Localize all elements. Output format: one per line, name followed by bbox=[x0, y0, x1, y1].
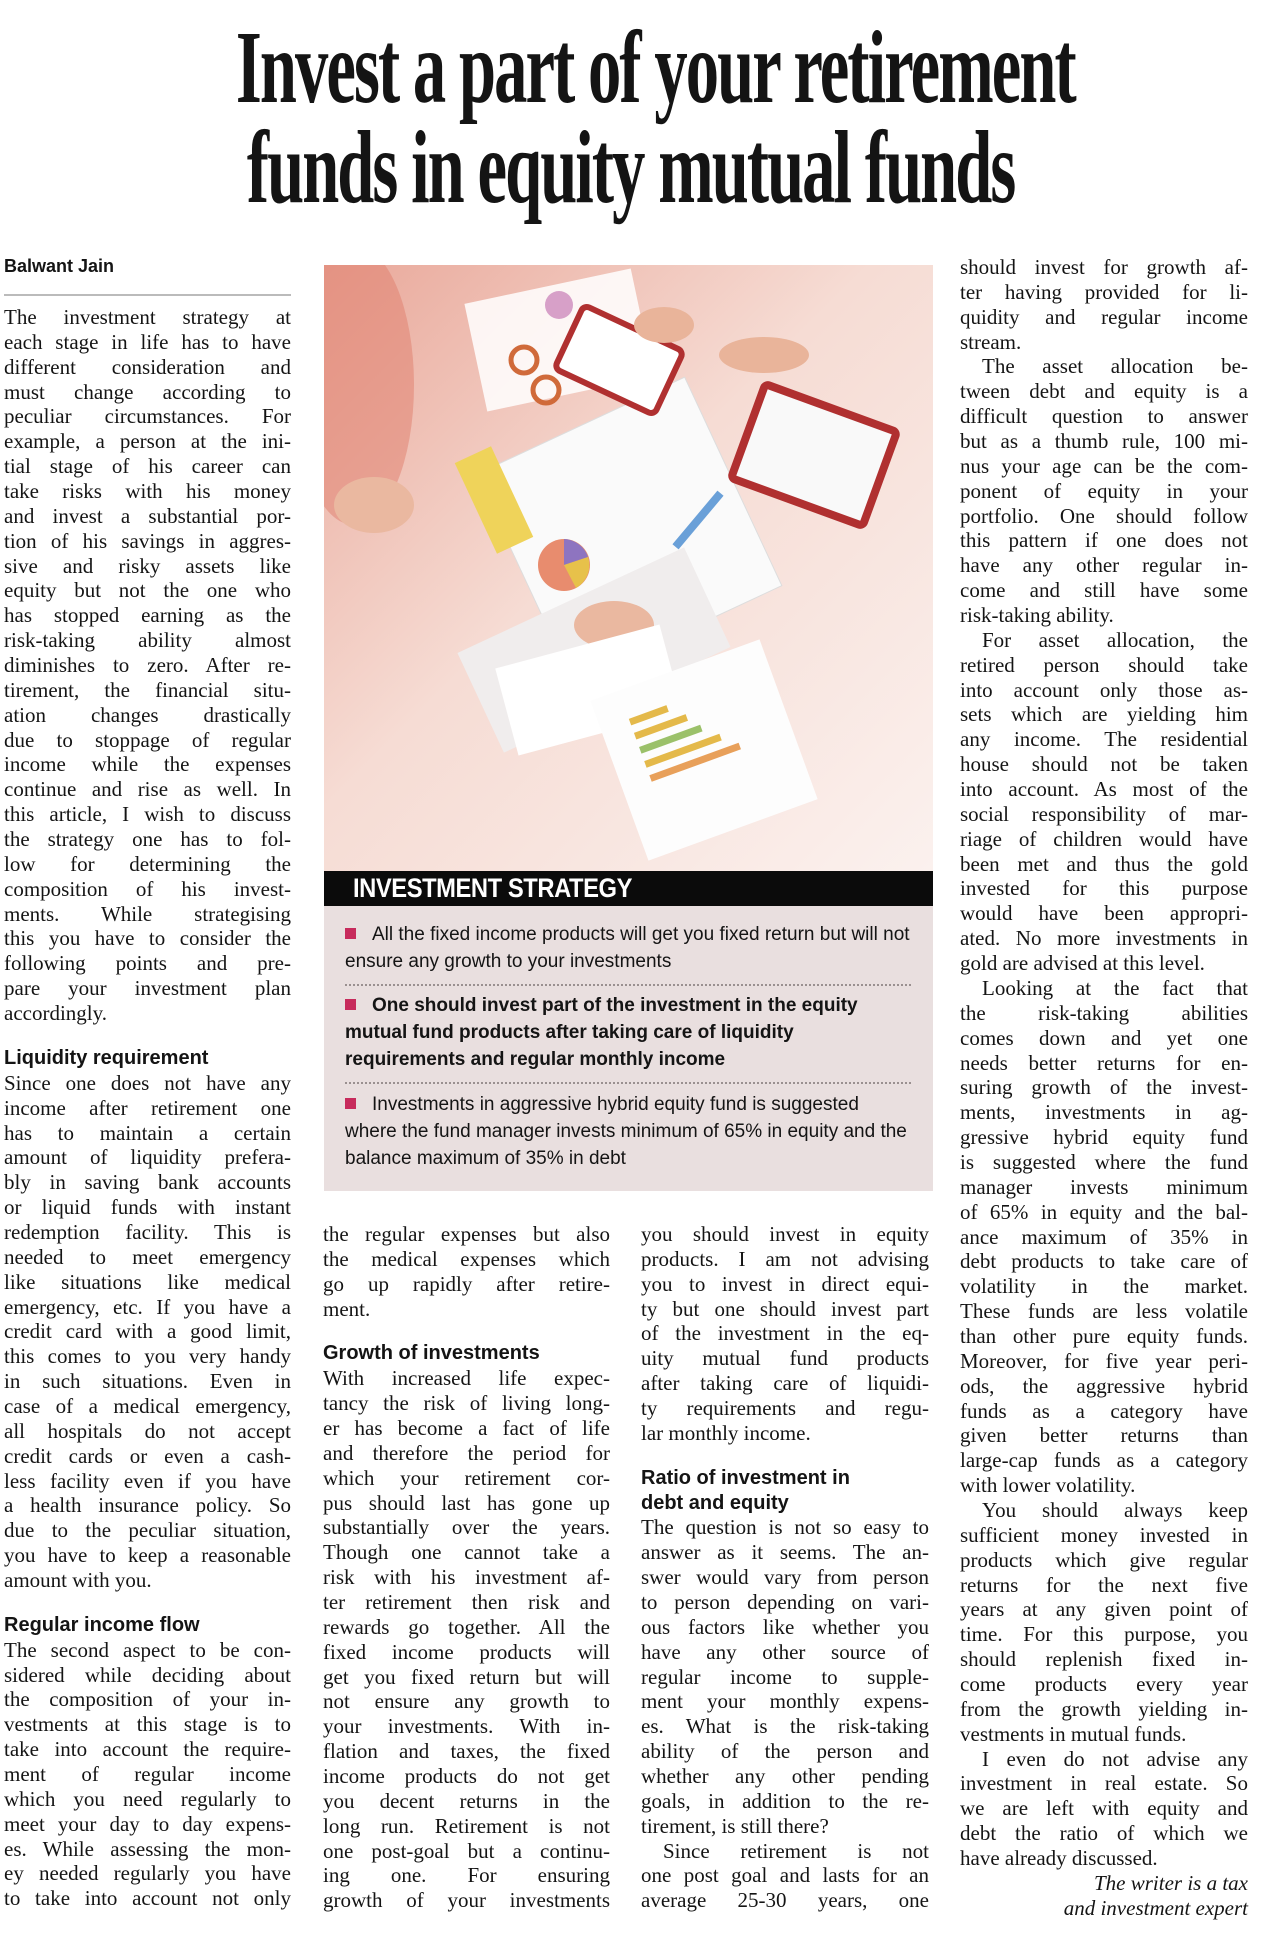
paragraph-line: You should always keep bbox=[982, 1497, 1248, 1522]
paragraph-line: These funds are less volatile bbox=[960, 1299, 1248, 1324]
paragraph-line: stream. bbox=[960, 329, 1022, 354]
paragraph-line: lar monthly income. bbox=[641, 1420, 811, 1445]
article-column-4 bbox=[960, 255, 1248, 1921]
paragraph-line: of 65% in equity and the bal- bbox=[960, 1199, 1248, 1224]
paragraph-line: quidity and regular income bbox=[960, 304, 1248, 329]
paragraph-line: rewards go together. All the bbox=[323, 1614, 610, 1639]
paragraph-line: your investments. With in- bbox=[323, 1714, 610, 1739]
sidebar-box-title: INVESTMENT STRATEGY bbox=[353, 873, 632, 903]
paragraph-line: redemption facility. This is bbox=[4, 1219, 291, 1244]
paragraph-line: sidered while deciding about bbox=[4, 1662, 291, 1687]
paragraph-line: the regular expenses but also bbox=[323, 1222, 610, 1246]
paragraph-line: growth of your investments bbox=[323, 1888, 610, 1913]
paragraph-line: The question is not so easy to bbox=[641, 1515, 929, 1540]
paragraph-line: come products every year bbox=[960, 1671, 1248, 1696]
paragraph-line: the medical expenses which bbox=[323, 1246, 610, 1271]
paragraph-line: example, a person at the ini- bbox=[4, 429, 291, 454]
paragraph-line: ous factors like whether you bbox=[641, 1614, 929, 1639]
paragraph-line: income after retirement one bbox=[4, 1095, 291, 1120]
article-column-2 bbox=[323, 1222, 610, 1913]
paragraph-line: one post goal and lasts for an bbox=[641, 1863, 929, 1888]
byline-divider bbox=[4, 294, 291, 296]
paragraph-line: have any other regular in- bbox=[960, 553, 1248, 578]
paragraph-line: tirement, is still there? bbox=[641, 1813, 829, 1838]
paragraph-line: Moreover, for five year peri- bbox=[960, 1348, 1248, 1373]
paragraph-line: risk-taking ability. bbox=[960, 603, 1114, 628]
bullet-square-icon bbox=[345, 928, 356, 939]
paragraph-line: income while the expenses bbox=[4, 752, 291, 777]
paragraph-line: the risk-taking abilities bbox=[960, 1000, 1248, 1025]
paragraph-line: flation and taxes, the fixed bbox=[323, 1739, 610, 1764]
paragraph-line: peculiar circumstances. For bbox=[4, 404, 291, 429]
paragraph-line: Though one cannot take a bbox=[323, 1540, 610, 1565]
paragraph-line: ty requirements and regu- bbox=[641, 1396, 929, 1421]
paragraph-line: substantially over the years. bbox=[323, 1515, 610, 1540]
paragraph-line: not ensure any growth to bbox=[323, 1689, 610, 1714]
paragraph-line: credit card with a good limit, bbox=[4, 1319, 291, 1344]
paragraph-line: take into account the require- bbox=[4, 1737, 291, 1762]
paragraph-line: a health insurance policy. So bbox=[4, 1493, 291, 1518]
bullet-square-icon bbox=[345, 999, 356, 1010]
paragraph-line: ments. While strategising bbox=[4, 901, 291, 926]
paragraph-line: ation changes drastically bbox=[4, 702, 291, 727]
paragraph-line: all hospitals do not accept bbox=[4, 1418, 291, 1443]
paragraph-line: have already discussed. bbox=[960, 1846, 1158, 1870]
section-heading: Growth of investments bbox=[323, 1342, 540, 1365]
paragraph-line: less facility even if you have bbox=[4, 1468, 291, 1493]
paragraph-line: products. I am not advising bbox=[641, 1246, 929, 1271]
paragraph-line: years at any given point of bbox=[960, 1597, 1248, 1622]
paragraph-line: For asset allocation, the bbox=[982, 627, 1248, 652]
paragraph-line: has stopped earning as the bbox=[4, 603, 291, 628]
paragraph-line: ods, the aggressive hybrid bbox=[960, 1373, 1248, 1398]
paragraph-line: due to stoppage of regular bbox=[4, 727, 291, 752]
article-column-3 bbox=[641, 1222, 929, 1913]
paragraph-line: tween debt and equity is a bbox=[960, 379, 1248, 404]
bullet-square-icon bbox=[345, 1098, 356, 1109]
paragraph-line: suring growth of the invest- bbox=[960, 1075, 1248, 1100]
paragraph-line: into account only those as- bbox=[960, 677, 1248, 702]
paragraph-line: comes down and yet one bbox=[960, 1025, 1248, 1050]
article-column-1 bbox=[4, 305, 291, 1911]
paragraph-line: tirement, the financial situ- bbox=[4, 677, 291, 702]
paragraph-line: is suggested where the fund bbox=[960, 1149, 1248, 1174]
paragraph-line: whether any other pending bbox=[641, 1764, 929, 1789]
paragraph-line: goals, in addition to the re- bbox=[641, 1788, 929, 1813]
paragraph-line: funds as a category have bbox=[960, 1398, 1248, 1423]
paragraph-line: ter having provided for li- bbox=[960, 279, 1248, 304]
paragraph-line: average 25-30 years, one bbox=[641, 1888, 929, 1913]
section-heading: Regular income flow bbox=[4, 1613, 200, 1636]
paragraph-line: amount with you. bbox=[4, 1567, 152, 1592]
paragraph-line: er has become a fact of life bbox=[323, 1416, 610, 1441]
paragraph-line: swer would vary from person bbox=[641, 1565, 929, 1590]
paragraph-line: fixed income products will bbox=[323, 1639, 610, 1664]
paragraph-line: one post-goal but a continu- bbox=[323, 1838, 610, 1863]
paragraph-line: Since one does not have any bbox=[4, 1070, 291, 1095]
paragraph-line: been met and thus the gold bbox=[960, 851, 1248, 876]
paragraph-line: get you fixed return but will bbox=[323, 1664, 610, 1689]
paragraph-line: due to the peculiar situation, bbox=[4, 1518, 291, 1543]
sidebar-point: One should invest part of the investment in the equity mutual fund products after taking care of liquidity requirements and regular monthly income bbox=[345, 995, 858, 1070]
paragraph-line: sufficient money invested in bbox=[960, 1522, 1248, 1547]
paragraph-line: accordingly. bbox=[4, 1001, 108, 1026]
paragraph-line: the strategy one has to fol- bbox=[4, 827, 291, 852]
paragraph-line: sive and risky assets like bbox=[4, 553, 291, 578]
paragraph-line: tion of his savings in aggres- bbox=[4, 528, 291, 553]
paragraph-line: nus your age can be the com- bbox=[960, 453, 1248, 478]
paragraph-line: ing one. For ensuring bbox=[323, 1863, 610, 1888]
paragraph-line: or liquid funds with instant bbox=[4, 1195, 291, 1220]
paragraph-line: Looking at the fact that bbox=[982, 975, 1248, 1000]
paragraph-line: from the growth yielding in- bbox=[960, 1696, 1248, 1721]
paragraph-line: With increased life expec- bbox=[323, 1366, 610, 1391]
paragraph-line: ments, investments in ag- bbox=[960, 1100, 1248, 1125]
paragraph-line: and invest a substantial por- bbox=[4, 503, 291, 528]
paragraph-line: portfolio. One should follow bbox=[960, 503, 1248, 528]
paragraph-line: you have to keep a reasonable bbox=[4, 1543, 291, 1568]
paragraph-line: given better returns than bbox=[960, 1423, 1248, 1448]
paragraph-line: ability of the person and bbox=[641, 1739, 929, 1764]
paragraph-line: needed to meet emergency bbox=[4, 1244, 291, 1269]
paragraph-line: come and still have some bbox=[960, 578, 1248, 603]
paragraph-line: low for determining the bbox=[4, 851, 291, 876]
paragraph-line: which your retirement cor- bbox=[323, 1465, 610, 1490]
paragraph-line: ponent of equity in your bbox=[960, 478, 1248, 503]
paragraph-line: following points and pre- bbox=[4, 951, 291, 976]
paragraph-line: volatility in the market. bbox=[960, 1274, 1248, 1299]
paragraph-line: meet your day to day expens- bbox=[4, 1811, 291, 1836]
paragraph-line: long run. Retirement is not bbox=[323, 1813, 610, 1838]
byline: Balwant Jain bbox=[4, 256, 115, 276]
dotted-divider bbox=[345, 984, 911, 986]
paragraph-line: after taking care of liquidi- bbox=[641, 1371, 929, 1396]
sidebar-box bbox=[324, 906, 933, 1191]
sidebar-point: Investments in aggressive hybrid equity fund is suggested where the fund manager invests minimum of 65% in equity and the balance maximum of 35% in debt bbox=[345, 1094, 907, 1169]
paragraph-line: have any other source of bbox=[641, 1639, 929, 1664]
paragraph-line: house should not be taken bbox=[960, 752, 1248, 777]
paragraph-line: ment your monthly expens- bbox=[641, 1689, 929, 1714]
paragraph-line: than other pure equity funds. bbox=[960, 1323, 1248, 1348]
paragraph-line: you should invest in equity bbox=[641, 1222, 929, 1246]
paragraph-line: The investment strategy at bbox=[4, 305, 291, 329]
paragraph-line: needs better returns for en- bbox=[960, 1050, 1248, 1075]
paragraph-line: riage of children would have bbox=[960, 826, 1248, 851]
paragraph-line: to take into account not only bbox=[4, 1886, 291, 1911]
paragraph-line: and therefore the period for bbox=[323, 1440, 610, 1465]
paragraph-line: each stage in life has to have bbox=[4, 329, 291, 354]
paragraph-line: composition of his invest- bbox=[4, 876, 291, 901]
paragraph-line: pus should last has gone up bbox=[323, 1490, 610, 1515]
headline bbox=[0, 10, 1262, 225]
paragraph-line: uity mutual fund products bbox=[641, 1346, 929, 1371]
paragraph-line: the composition of your in- bbox=[4, 1687, 291, 1712]
paragraph-line: credit cards or even a cash- bbox=[4, 1443, 291, 1468]
paragraph-line: The second aspect to be con- bbox=[4, 1637, 291, 1662]
paragraph-line: gressive hybrid equity fund bbox=[960, 1125, 1248, 1150]
paragraph-line: case of a medical emergency, bbox=[4, 1393, 291, 1418]
paragraph-line: regular income to supple- bbox=[641, 1664, 929, 1689]
hand bbox=[719, 337, 809, 373]
pie-chart-small bbox=[545, 291, 573, 319]
paragraph-line: debt the ratio of which we bbox=[960, 1821, 1248, 1846]
paragraph-line: es. What is the risk-taking bbox=[641, 1714, 929, 1739]
paragraph-line: I even do not advise any bbox=[982, 1746, 1248, 1771]
author-note-line: and investment expert bbox=[1063, 1895, 1248, 1920]
paragraph-line: vestments at this stage is to bbox=[4, 1712, 291, 1737]
paragraph-line: like situations like medical bbox=[4, 1269, 291, 1294]
paragraph-line: tial stage of his career can bbox=[4, 454, 291, 479]
paragraph-line: ance maximum of 35% in bbox=[960, 1224, 1248, 1249]
paragraph-line: emergency, etc. If you have a bbox=[4, 1294, 291, 1319]
hand bbox=[334, 477, 414, 533]
paragraph-line: bly in saving bank accounts bbox=[4, 1170, 291, 1195]
paragraph-line: Since retirement is not bbox=[663, 1838, 929, 1863]
paragraph-line: into account. As most of the bbox=[960, 777, 1248, 802]
sidebar-box-header bbox=[324, 871, 933, 906]
paragraph-line: but as a thumb rule, 100 mi- bbox=[960, 429, 1248, 454]
paragraph-line: retired person should take bbox=[960, 652, 1248, 677]
paragraph-line: manager invests minimum bbox=[960, 1174, 1248, 1199]
paragraph-line: tancy the risk of living long- bbox=[323, 1391, 610, 1416]
paragraph-line: vestments in mutual funds. bbox=[960, 1721, 1187, 1746]
paragraph-line: ter retirement then risk and bbox=[323, 1590, 610, 1615]
paragraph-line: we are left with equity and bbox=[960, 1796, 1248, 1821]
paragraph-line: would have been appropri- bbox=[960, 901, 1248, 926]
paragraph-line: go up rapidly after retire- bbox=[323, 1271, 610, 1296]
dotted-divider bbox=[345, 1082, 911, 1084]
paragraph-line: of the investment in the eq- bbox=[641, 1321, 929, 1346]
paragraph-line: The asset allocation be- bbox=[982, 354, 1248, 379]
paragraph-line: must change according to bbox=[4, 379, 291, 404]
paragraph-line: to person depending on vari- bbox=[641, 1590, 929, 1615]
sidebar-point: All the fixed income products will get you fixed return but will not ensure any growth to your investments bbox=[345, 924, 910, 972]
paragraph-line: this article, I wish to discuss bbox=[4, 802, 291, 827]
paragraph-line: this you have to consider the bbox=[4, 926, 291, 951]
paragraph-line: risk-taking ability almost bbox=[4, 628, 291, 653]
paragraph-line: difficult question to answer bbox=[960, 404, 1248, 429]
paragraph-line: ty but one should invest part bbox=[641, 1296, 929, 1321]
paragraph-line: investment in real estate. So bbox=[960, 1771, 1248, 1796]
paragraph-line: which you need regularly to bbox=[4, 1786, 291, 1811]
section-heading: Ratio of investment in bbox=[641, 1466, 850, 1489]
paragraph-line: any income. The residential bbox=[960, 727, 1248, 752]
paragraph-line: gold are advised at this level. bbox=[960, 951, 1205, 976]
headline-line-1: Invest a part of your retirement bbox=[235, 10, 1075, 125]
paragraph-line: social responsibility of mar- bbox=[960, 801, 1248, 826]
paragraph-line: debt products to take care of bbox=[960, 1249, 1248, 1274]
paragraph-line: should replenish fixed in- bbox=[960, 1647, 1248, 1672]
paragraph-line: this pattern if one does not bbox=[960, 528, 1248, 553]
paragraph-line: es. While assessing the mon- bbox=[4, 1836, 291, 1861]
paragraph-line: income products do not get bbox=[323, 1764, 610, 1789]
paragraph-line: take risks with his money bbox=[4, 479, 291, 504]
paragraph-line: amount of liquidity prefera- bbox=[4, 1145, 291, 1170]
paragraph-line: returns for the next five bbox=[960, 1572, 1248, 1597]
paragraph-line: large-cap funds as a category bbox=[960, 1448, 1248, 1473]
paragraph-line: time. For this purpose, you bbox=[960, 1622, 1248, 1647]
paragraph-line: should invest for growth af- bbox=[960, 255, 1248, 279]
paragraph-line: equity but not the one who bbox=[4, 578, 291, 603]
article-photo bbox=[324, 265, 933, 871]
paragraph-line: products which give regular bbox=[960, 1547, 1248, 1572]
paragraph-line: different consideration and bbox=[4, 354, 291, 379]
paragraph-line: ment. bbox=[323, 1296, 371, 1321]
author-note-line: The writer is a tax bbox=[1093, 1870, 1248, 1895]
paragraph-line: answer as it seems. The an- bbox=[641, 1540, 929, 1565]
paragraph-line: pare your investment plan bbox=[4, 976, 291, 1001]
paragraph-line: has to maintain a certain bbox=[4, 1120, 291, 1145]
paragraph-line: continue and rise as well. In bbox=[4, 777, 291, 802]
paragraph-line: you decent returns in the bbox=[323, 1788, 610, 1813]
headline-line-2: funds in equity mutual funds bbox=[247, 110, 1015, 225]
section-heading: Liquidity requirement bbox=[4, 1046, 209, 1069]
paragraph-line: this comes to you very handy bbox=[4, 1344, 291, 1369]
photo-illustration bbox=[324, 265, 933, 871]
paragraph-line: ey needed regularly you have bbox=[4, 1861, 291, 1886]
paragraph-line: diminishes to zero. After re- bbox=[4, 653, 291, 678]
paragraph-line: risk with his investment af- bbox=[323, 1565, 610, 1590]
paragraph-line: sets which are yielding him bbox=[960, 702, 1248, 727]
paragraph-line: with lower volatility. bbox=[960, 1473, 1136, 1498]
paragraph-line: ated. No more investments in bbox=[960, 926, 1248, 951]
paragraph-line: you to invest in direct equi- bbox=[641, 1271, 929, 1296]
paragraph-line: ment of regular income bbox=[4, 1761, 291, 1786]
section-heading: debt and equity bbox=[641, 1491, 789, 1514]
paragraph-line: in such situations. Even in bbox=[4, 1369, 291, 1394]
paragraph-line: invested for this purpose bbox=[960, 876, 1248, 901]
